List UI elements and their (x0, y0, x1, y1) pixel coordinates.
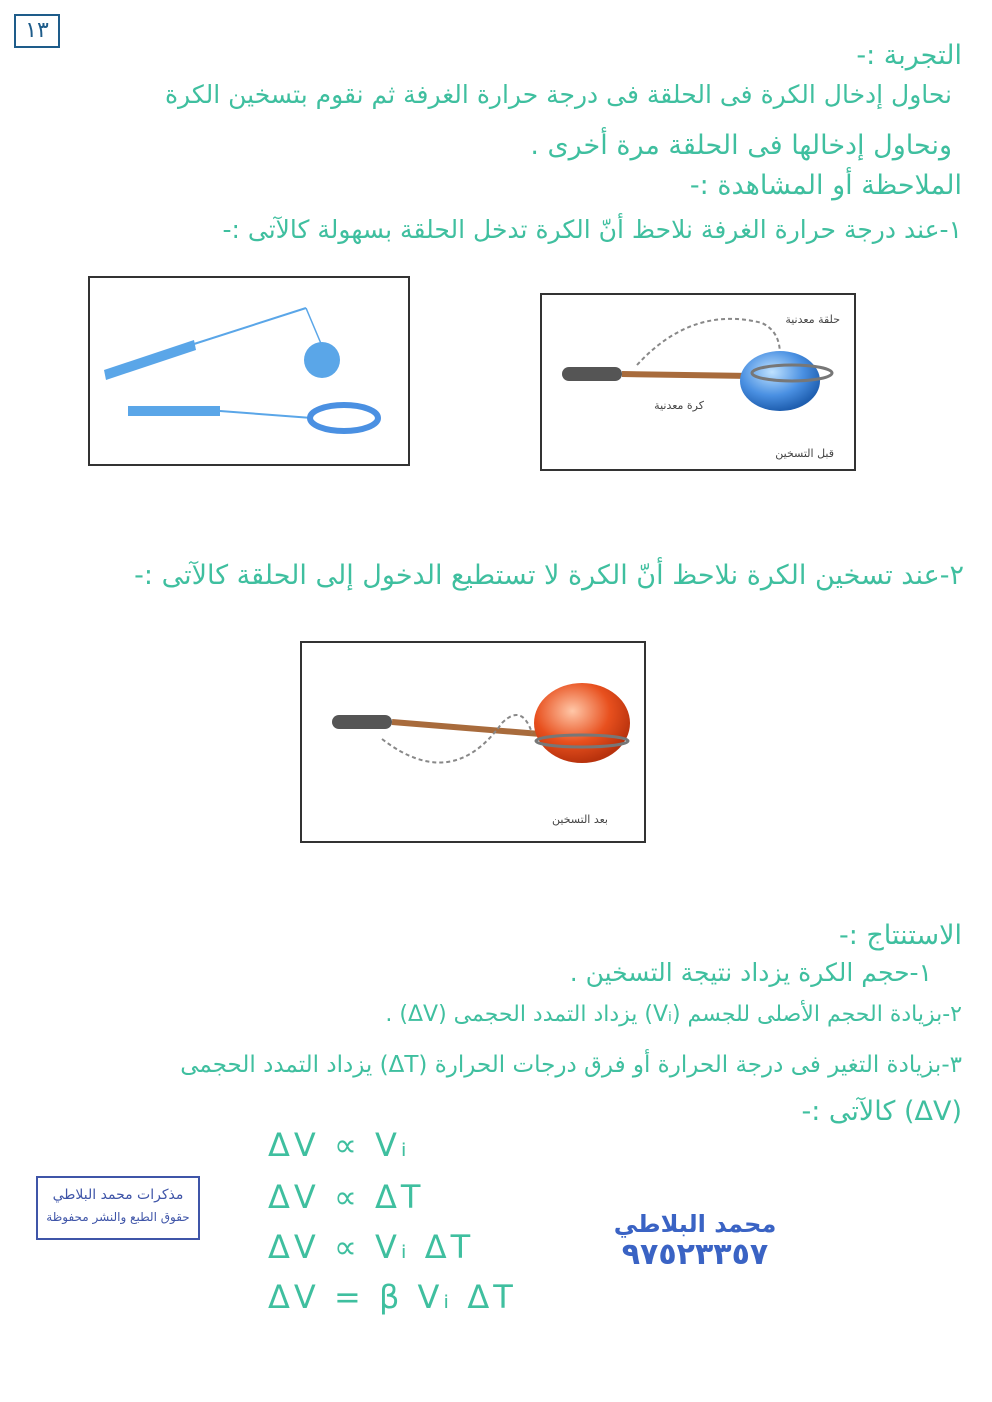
schematic-drawing (90, 278, 408, 464)
ball-cold (304, 342, 340, 378)
equation-3: ΔV ∝ Vᵢ ΔT (268, 1228, 475, 1266)
chain-top (306, 308, 322, 346)
stamp-line-1: مذكرات محمد البلاطي (52, 1187, 184, 1203)
figure-before-heating (540, 293, 856, 471)
label-metal-ball: كرة معدنية (654, 399, 704, 412)
observation-2: ٢-عند تسخين الكرة نلاحظ أنّ الكرة لا تستطيع الدخول إلى الحلقة كالآتى :- (134, 560, 964, 591)
conclusion-1: ١-حجم الكرة يزداد نتيجة التسخين . (569, 958, 932, 987)
author-block (610, 1210, 780, 1272)
conclusion-3b: (ΔV) كالآتى :- (801, 1096, 962, 1127)
copyright-stamp (36, 1176, 200, 1240)
observation-1: ١-عند درجة حرارة الغرفة نلاحظ أنّ الكرة تدخل الحلقة بسهولة كالآتى :- (222, 215, 962, 244)
equation-4: ΔV = β Vᵢ ΔT (268, 1278, 517, 1316)
author-phone: ٩٧٥٢٣٣٥٧ (621, 1237, 769, 1272)
ring (310, 405, 378, 431)
conclusion-3a: ٣-بزيادة التغير فى درجة الحرارة أو فرق درجات الحرارة (ΔT) يزداد التمدد الحجمى (180, 1052, 962, 1078)
author-name: محمد البلاطي (613, 1210, 777, 1238)
observation-heading: الملاحظة أو المشاهدة :- (689, 170, 962, 201)
ball-hot (534, 683, 630, 763)
label-before-heating: قبل التسخين (775, 447, 834, 460)
page-number: ١٣ (14, 14, 60, 48)
experiment-line-1: نحاول إدخال الكرة فى الحلقة فى درجة حرارة الغرفة ثم نقوم بتسخين الكرة (164, 80, 952, 109)
wire-bottom (220, 411, 312, 418)
rod-bottom (128, 406, 220, 416)
figure-schematic (88, 276, 410, 466)
handle (332, 715, 392, 729)
figure-after-heating (300, 641, 646, 843)
after-heating-drawing (302, 643, 644, 841)
experiment-heading: التجربة :- (856, 40, 962, 71)
conclusion-heading: الاستنتاج :- (838, 920, 962, 951)
equation-2: ΔV ∝ ΔT (268, 1178, 425, 1216)
conclusion-2: ٢-بزيادة الحجم الأصلى للجسم (Vᵢ) يزداد التمدد الحجمى (ΔV) . (385, 1002, 962, 1027)
equation-1: ΔV ∝ Vᵢ (268, 1126, 411, 1164)
handle (562, 367, 622, 381)
stamp-line-2: حقوق الطبع والنشر محفوظة (46, 1210, 190, 1224)
wire-top (194, 308, 306, 344)
rod-top (104, 340, 196, 380)
rod (622, 374, 752, 376)
label-after-heating: بعد التسخين (552, 813, 608, 826)
label-metal-ring: حلقة معدنية (785, 313, 840, 326)
experiment-line-2: ونحاول إدخالها فى الحلقة مرة أخرى . (530, 130, 952, 161)
